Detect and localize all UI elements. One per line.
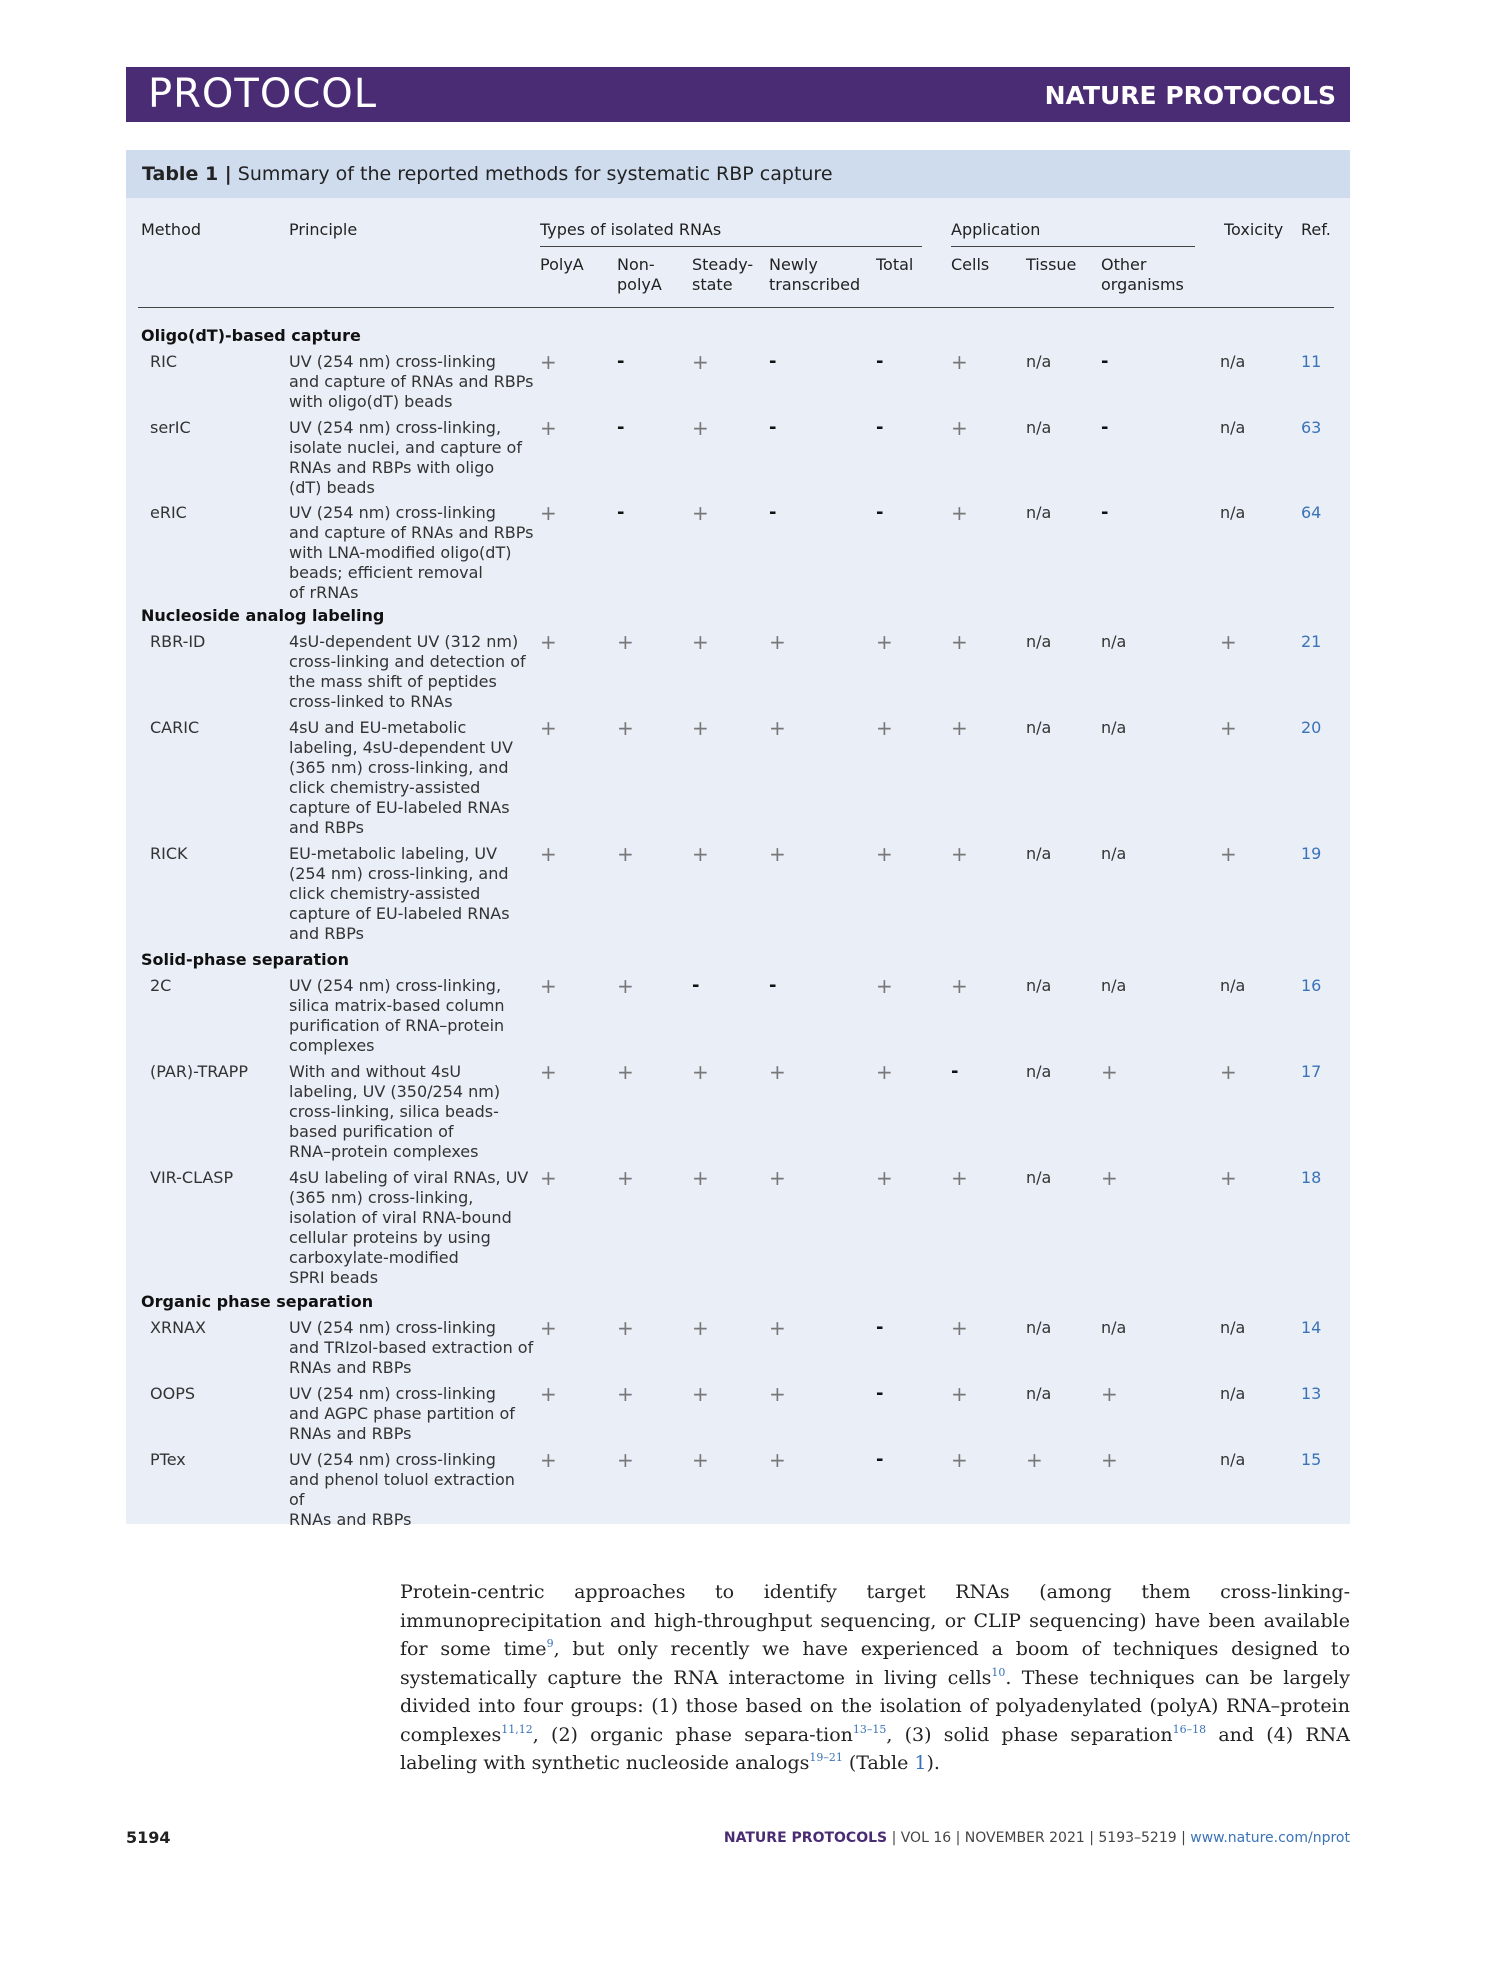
value-plus: + [1101,1382,1118,1406]
method-principle: 4sU labeling of viral RNAs, UV (365 nm) cross-linking, isolation of viral RNA-bound cellular proteins by using carboxylate-modified SPRI beads [289,1168,529,1287]
reference-link[interactable]: 63 [1301,418,1322,437]
value-plus: + [951,1316,968,1340]
value-plus: + [692,1060,709,1084]
value-plus: + [769,1448,786,1472]
value-plus: + [617,842,634,866]
value-minus: - [951,1061,959,1082]
body-text-1: Protein-centric approaches to identify target RNAs (among them cross-linking-immunoprecipitation and high-throughput sequencing, or CLIP sequencing) have been available for some time [400,1581,1350,1660]
value-plus: + [876,1060,893,1084]
value-plus: + [617,1382,634,1406]
value-plus: + [951,501,968,525]
value-plus: + [1220,842,1237,866]
value-minus: - [876,1317,884,1338]
value-na: n/a [1220,976,1246,995]
ref-sup-19-21[interactable]: 19–21 [809,1751,843,1764]
value-plus: + [769,1382,786,1406]
method-name: (PAR)-TRAPP [150,1062,248,1081]
method-name: RBR-ID [150,632,206,651]
table-title [126,150,1350,198]
reference-link[interactable]: 19 [1301,844,1322,863]
body-paragraph [400,1578,1350,1778]
value-minus: - [617,351,625,372]
method-name: PTex [150,1450,186,1469]
value-plus: + [1101,1166,1118,1190]
ref-sup-13-15[interactable]: 13–15 [852,1722,887,1736]
value-na: n/a [1026,1318,1052,1337]
subheader-6: Tissue [1026,255,1077,274]
reference-link[interactable]: 13 [1301,1384,1322,1403]
value-minus: - [876,351,884,372]
value-na: n/a [1026,352,1052,371]
value-plus: + [692,716,709,740]
page-number: 5194 [126,1828,171,1847]
value-plus: + [951,1166,968,1190]
value-na: n/a [1101,632,1127,651]
reference-link[interactable]: 16 [1301,976,1322,995]
value-plus: + [540,501,557,525]
value-plus: + [540,416,557,440]
value-plus: + [617,1316,634,1340]
value-minus: - [1101,502,1109,523]
footer-info: | VOL 16 | NOVEMBER 2021 | 5193–5219 | [891,1830,1186,1846]
value-plus: + [692,1166,709,1190]
value-plus: + [692,501,709,525]
value-minus: - [876,502,884,523]
reference-link[interactable]: 11 [1301,352,1322,371]
subheader-5: Cells [951,255,990,274]
reference-link[interactable]: 14 [1301,1318,1322,1337]
value-na: n/a [1220,1384,1246,1403]
reference-link[interactable]: 21 [1301,632,1322,651]
value-plus: + [540,630,557,654]
value-na: n/a [1026,844,1052,863]
value-plus: + [540,1382,557,1406]
value-plus: + [617,974,634,998]
value-plus: + [876,842,893,866]
value-minus: - [769,417,777,438]
value-plus: + [769,716,786,740]
value-plus: + [540,1166,557,1190]
value-minus: - [1101,351,1109,372]
value-plus: + [540,350,557,374]
value-plus: + [951,630,968,654]
value-minus: - [1101,417,1109,438]
value-plus: + [540,842,557,866]
method-principle: 4sU and EU-metabolic labeling, 4sU-dependent UV (365 nm) cross-linking, and click chemistry-assisted capture of EU-labeled RNAs and RBPs [289,718,513,837]
value-plus: + [951,416,968,440]
value-plus: + [1220,716,1237,740]
header-application: Application [951,220,1041,239]
value-minus: - [692,975,700,996]
value-na: n/a [1101,844,1127,863]
value-na: n/a [1220,1450,1246,1469]
value-plus: + [951,716,968,740]
reference-link[interactable]: 18 [1301,1168,1322,1187]
value-plus: + [951,1382,968,1406]
reference-link[interactable]: 64 [1301,503,1322,522]
method-principle: With and without 4sU labeling, UV (350/254 nm) cross-linking, silica beads- based purification of RNA–protein complexes [289,1062,501,1161]
value-plus: + [540,1448,557,1472]
group-heading: Oligo(dT)-based capture [141,326,361,345]
method-principle: UV (254 nm) cross-linking, isolate nuclei, and capture of RNAs and RBPs with oligo (dT) beads [289,418,522,497]
body-text-5: , (3) solid phase separation [886,1723,1173,1746]
value-plus: + [951,974,968,998]
value-plus: + [769,630,786,654]
journal-name: NATURE PROTOCOLS [1044,81,1336,110]
value-plus: + [769,1060,786,1084]
footer-journal: NATURE PROTOCOLS [723,1830,888,1846]
value-minus: - [769,502,777,523]
header-rule [138,307,1334,308]
method-name: eRIC [150,503,187,522]
subheader-4: Total [876,255,914,274]
method-name: OOPS [150,1384,195,1403]
body-text-6: and (4) RNA labeling with synthetic nucleoside analogs [400,1723,1350,1774]
ref-sup-10[interactable]: 10 [991,1665,1006,1679]
value-plus: + [1220,1166,1237,1190]
value-na: n/a [1026,718,1052,737]
group-heading: Nucleoside analog labeling [141,606,385,625]
value-plus: + [617,1060,634,1084]
subheader-1: Non- polyA [617,255,662,294]
page-header [126,67,1350,122]
method-principle: UV (254 nm) cross-linking and AGPC phase partition of RNAs and RBPs [289,1384,515,1443]
value-plus: + [540,974,557,998]
reference-link[interactable]: 15 [1301,1450,1322,1469]
value-minus: - [769,975,777,996]
value-na: n/a [1026,1384,1052,1403]
method-name: RICK [150,844,188,863]
value-plus: + [1026,1448,1043,1472]
table-link[interactable]: 1 [914,1752,927,1774]
value-na: n/a [1220,418,1246,437]
value-plus: + [769,1316,786,1340]
method-name: VIR-CLASP [150,1168,234,1187]
value-na: n/a [1101,1318,1127,1337]
value-plus: + [692,842,709,866]
footer-citation [724,1830,1350,1846]
value-plus: + [769,1166,786,1190]
value-plus: + [876,630,893,654]
value-na: n/a [1220,1318,1246,1337]
value-plus: + [692,1382,709,1406]
method-principle: UV (254 nm) cross-linking, silica matrix-based column purification of RNA–protein complexes [289,976,505,1055]
value-na: n/a [1101,976,1127,995]
method-principle: UV (254 nm) cross-linking and capture of RNAs and RBPs with LNA-modified oligo(dT) beads; efficient removal of rRNAs [289,503,534,602]
application-rule [951,246,1195,247]
value-na: n/a [1026,1168,1052,1187]
subheader-7: Other organisms [1101,255,1184,294]
subheader-2: Steady- state [692,255,754,294]
value-na: n/a [1026,632,1052,651]
group-heading: Solid-phase separation [141,950,349,969]
value-plus: + [540,1316,557,1340]
method-name: XRNAX [150,1318,206,1337]
value-plus: + [1101,1448,1118,1472]
body-text-2: , but only recently we have experienced a boom of techniques designed to systematically capture the RNA interactome in living cells [400,1638,1351,1689]
value-plus: + [617,1448,634,1472]
method-name: CARIC [150,718,200,737]
value-na: n/a [1220,352,1246,371]
value-plus: + [876,1166,893,1190]
method-name: 2C [150,976,172,995]
ref-sup-9[interactable]: 9 [546,1637,554,1650]
value-plus: + [1101,1060,1118,1084]
section-label: PROTOCOL [148,71,378,117]
table-caption: Summary of the reported methods for systematic RBP capture [237,163,833,185]
value-plus: + [951,842,968,866]
value-na: n/a [1026,503,1052,522]
value-plus: + [692,1448,709,1472]
body-text-3: . These techniques can be largely divided into four groups: (1) those based on the isolation of polyadenylated (polyA) RNA–protein complexes [400,1666,1350,1746]
reference-link[interactable]: 17 [1301,1062,1322,1081]
body-text-7: (Table [842,1752,915,1774]
table-1 [126,150,1350,1529]
header-toxicity: Toxicity [1224,220,1284,239]
value-plus: + [617,716,634,740]
value-minus: - [876,1383,884,1404]
group-heading: Organic phase separation [141,1292,374,1311]
value-plus: + [617,1166,634,1190]
body-text-4: , (2) organic phase separa-tion [532,1723,853,1746]
value-plus: + [1220,630,1237,654]
value-plus: + [692,630,709,654]
value-plus: + [876,974,893,998]
ref-sup-11-12[interactable]: 11,12 [501,1722,533,1736]
header-ref: Ref. [1301,220,1331,239]
table-label: Table 1 | [142,163,232,185]
value-plus: + [951,1448,968,1472]
method-principle: EU-metabolic labeling, UV (254 nm) cross-linking, and click chemistry-assisted capture of EU-labeled RNAs and RBPs [289,844,510,943]
value-minus: - [617,417,625,438]
reference-link[interactable]: 20 [1301,718,1322,737]
value-na: n/a [1220,503,1246,522]
method-principle: UV (254 nm) cross-linking and phenol toluol extraction of RNAs and RBPs [289,1450,515,1529]
method-principle: UV (254 nm) cross-linking and TRIzol-based extraction of RNAs and RBPs [289,1318,534,1377]
value-minus: - [876,1449,884,1470]
value-na: n/a [1026,976,1052,995]
body-text-9: ). [926,1752,940,1774]
value-plus: + [540,1060,557,1084]
footer-url[interactable]: www.nature.com/nprot [1190,1830,1350,1846]
value-plus: + [876,716,893,740]
method-name: serIC [150,418,191,437]
subheader-0: PolyA [540,255,584,274]
method-name: RIC [150,352,178,371]
method-principle: 4sU-dependent UV (312 nm) cross-linking and detection of the mass shift of peptides cross-linked to RNAs [289,632,526,711]
value-plus: + [951,350,968,374]
value-plus: + [692,416,709,440]
value-plus: + [617,630,634,654]
value-minus: - [617,502,625,523]
ref-sup-16-18[interactable]: 16–18 [1172,1722,1207,1736]
header-principle: Principle [289,220,358,239]
subheader-3: Newly transcribed [769,255,861,294]
value-plus: + [692,1316,709,1340]
value-plus: + [1220,1060,1237,1084]
value-na: n/a [1026,418,1052,437]
value-minus: - [769,351,777,372]
value-na: n/a [1026,1062,1052,1081]
types-rule [540,246,922,247]
method-principle: UV (254 nm) cross-linking and capture of RNAs and RBPs with oligo(dT) beads [289,352,534,411]
header-method: Method [141,220,202,239]
value-plus: + [540,716,557,740]
value-na: n/a [1101,718,1127,737]
header-types: Types of isolated RNAs [540,220,722,239]
value-plus: + [769,842,786,866]
value-plus: + [692,350,709,374]
value-minus: - [876,417,884,438]
